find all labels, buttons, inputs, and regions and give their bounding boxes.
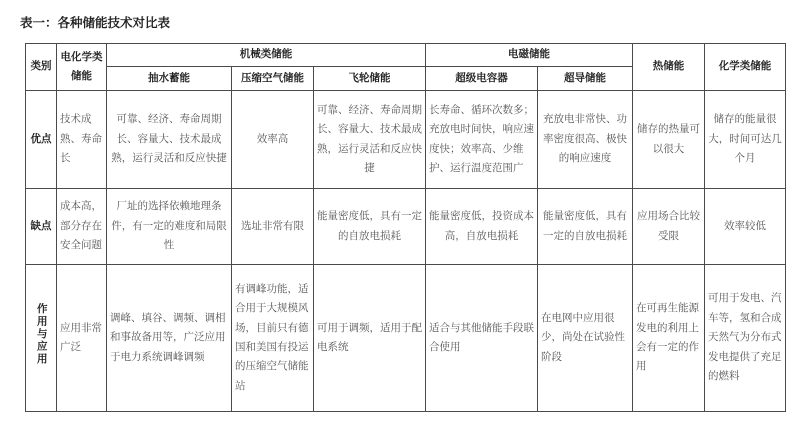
cell-app-thermal: 在可再生能源发电的利用上会有一定的作用: [633, 265, 705, 412]
comparison-table: [25, 43, 786, 412]
cell-app-compressed-air: 有调峰功能，适合用于大规模风场，目前只有德国和美国有投运的压缩空气储能站: [232, 265, 314, 412]
cell-app-supercap: 适合与其他储能手段联合使用: [426, 265, 538, 412]
cell-dis-superconducting: 能量密度低，具有一定的自放电损耗: [538, 189, 633, 265]
row-label-disadvantages: 缺点: [26, 189, 57, 265]
header-electromag: 电磁储能: [426, 44, 633, 67]
cell-adv-supercap: 长寿命、循环次数多；充放电时间快，响应速度快；效率高、少维护、运行温度范围广: [426, 91, 538, 189]
cell-dis-chemical: 效率较低: [705, 189, 786, 265]
header-superconducting: 超导储能: [538, 67, 633, 91]
table-row-disadvantages: [26, 189, 786, 265]
cell-dis-thermal: 应用场合比较受限: [633, 189, 705, 265]
header-chemical: 化学类储能: [705, 44, 786, 91]
header-pumped: 抽水蓄能: [107, 67, 232, 91]
table-row-applications: [26, 265, 786, 412]
cell-app-pumped: 调峰、填谷、调频、调相和事故备用等，广泛应用于电力系统调峰调频: [107, 265, 232, 412]
header-compressed-air: 压缩空气储能: [232, 67, 314, 91]
cell-adv-pumped: 可靠、经济、寿命周期长、容量大、技术最成熟，运行灵活和反应快捷: [107, 91, 232, 189]
cell-dis-electrochem: 成本高，部分存在安全问题: [57, 189, 107, 265]
header-electrochem: 电化学类储能: [57, 44, 107, 91]
cell-adv-flywheel: 可靠、经济、寿命周期长、容量大、技术最成熟，运行灵活和反应快捷: [314, 91, 426, 189]
table-row-advantages: [26, 91, 786, 189]
header-category: 类别: [26, 44, 57, 91]
header-row-1: [26, 44, 786, 67]
header-flywheel: 飞轮储能: [314, 67, 426, 91]
row-label-applications-cell: [26, 265, 57, 412]
cell-dis-supercap: 能量密度低，投资成本高，自放电损耗: [426, 189, 538, 265]
cell-app-flywheel: 可用于调频，适用于配电系统: [314, 265, 426, 412]
header-thermal: 热储能: [633, 44, 705, 91]
cell-adv-superconducting: 充放电非常快、功率密度很高、极快的响应速度: [538, 91, 633, 189]
cell-dis-flywheel: 能量密度低，具有一定的自放电损耗: [314, 189, 426, 265]
header-mechanical: 机械类储能: [107, 44, 426, 67]
cell-adv-electrochem: 技术成熟、寿命长: [57, 91, 107, 189]
table-title: 表一：各种储能技术对比表: [20, 15, 171, 30]
row-label-applications: 作用与应用: [35, 303, 48, 366]
cell-adv-chemical: 储存的能量很大，时间可达几个月: [705, 91, 786, 189]
cell-app-electrochem: 应用非常广泛: [57, 265, 107, 412]
cell-app-superconducting: 在电网中应用很少，尚处在试验性阶段: [538, 265, 633, 412]
cell-dis-pumped: 厂址的选择依赖地理条件，有一定的难度和局限性: [107, 189, 232, 265]
header-supercap: 超级电容器: [426, 67, 538, 91]
cell-app-chemical: 可用于发电、汽车等，氢和合成天然气为分布式发电提供了充足的燃料: [705, 265, 786, 412]
row-label-advantages: 优点: [26, 91, 57, 189]
cell-dis-compressed-air: 选址非常有限: [232, 189, 314, 265]
cell-adv-thermal: 储存的热量可以很大: [633, 91, 705, 189]
cell-adv-compressed-air: 效率高: [232, 91, 314, 189]
